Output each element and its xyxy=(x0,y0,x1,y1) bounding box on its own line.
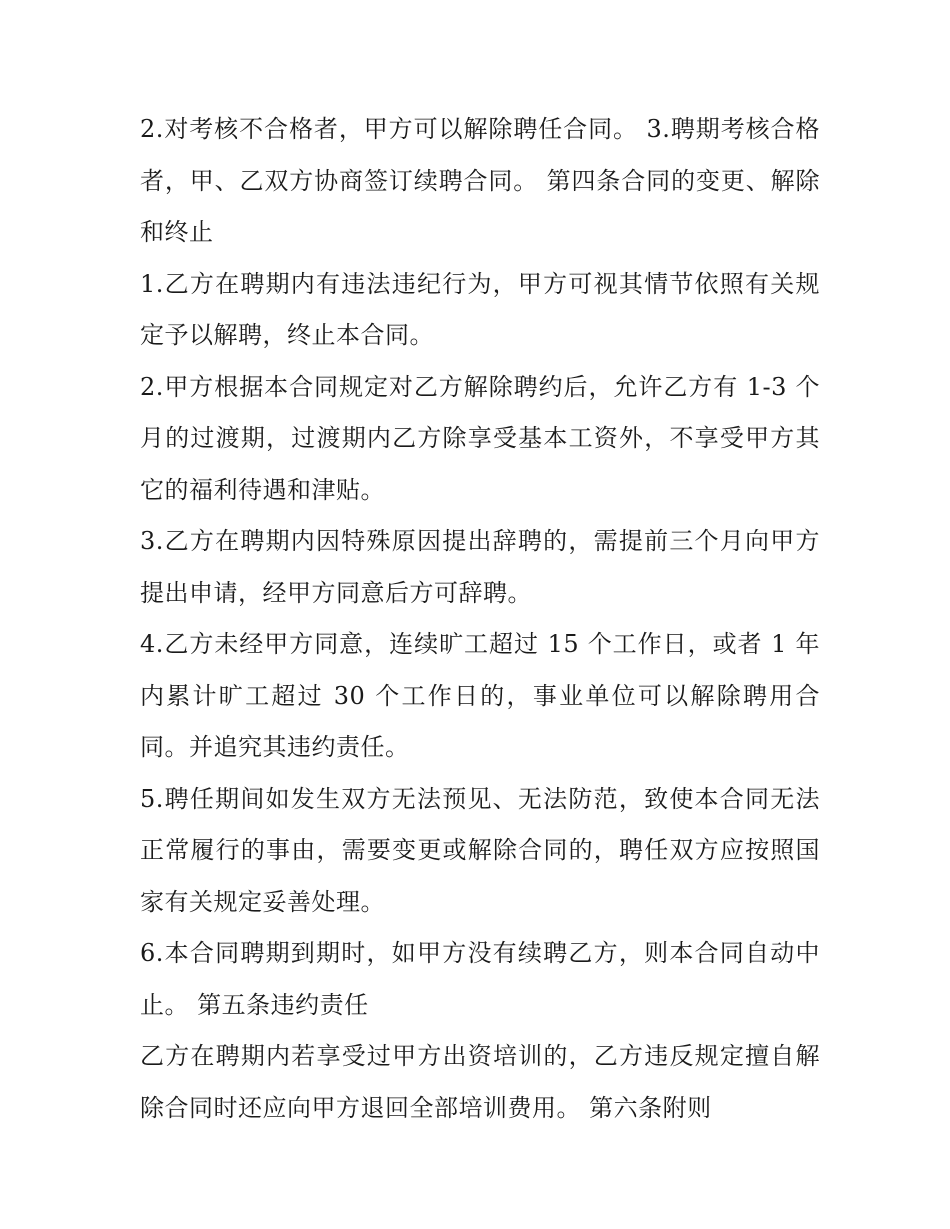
paragraph-clause-3: 3.乙方在聘期内因特殊原因提出辞聘的，需提前三个月向甲方提出申请，经甲方同意后方可辞聘。 xyxy=(140,527,820,607)
paragraph-clause-2: 2.甲方根据本合同规定对乙方解除聘约后，允许乙方有 1-3 个月的过渡期，过渡期内乙方除享受基本工资外，不享受甲方其它的福利待遇和津贴。 xyxy=(140,372,820,504)
document-body xyxy=(140,104,820,1134)
paragraph-clause-1: 1.乙方在聘期内有违法违纪行为，甲方可视其情节依照有关规定予以解聘，终止本合同。 xyxy=(140,269,820,349)
paragraph-clause-4: 4.乙方未经甲方同意，连续旷工超过 15 个工作日，或者 1 年内累计旷工超过 30 个工作日的，事业单位可以解除聘用合同。并追究其违约责任。 xyxy=(140,630,820,761)
paragraph-clause-5: 5.聘任期间如发生双方无法预见、无法防范，致使本合同无法正常履行的事由，需要变更或解除合同的，聘任双方应按照国家有关规定妥善处理。 xyxy=(140,784,820,916)
paragraph-training-refund: 乙方在聘期内若享受过甲方出资培训的，乙方违反规定擅自解除合同时还应向甲方退回全部培训费用。 第六条附则 xyxy=(140,1042,820,1122)
paragraph-assessment: 2.对考核不合格者，甲方可以解除聘任合同。 3.聘期考核合格者，甲、乙双方协商签订续聘合同。 第四条合同的变更、解除和终止 xyxy=(140,115,820,246)
paragraph-clause-6: 6.本合同聘期到期时，如甲方没有续聘乙方，则本合同自动中止。 第五条违约责任 xyxy=(140,939,820,1019)
